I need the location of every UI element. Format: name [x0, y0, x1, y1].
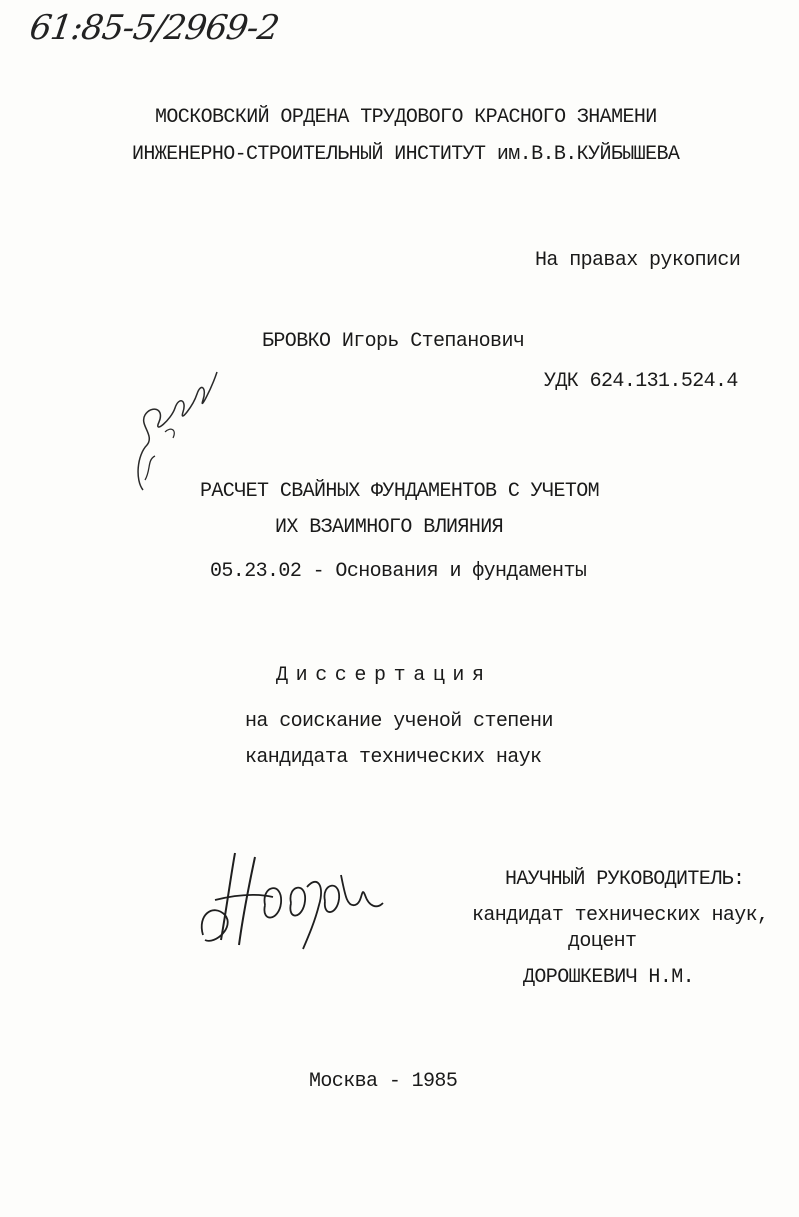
degree-line-1: на соискание ученой степени — [245, 710, 553, 733]
degree-line-2: кандидата технических наук — [245, 746, 542, 769]
author-signature-image — [195, 845, 385, 955]
institute-line-2: ИНЖЕНЕРНО-СТРОИТЕЛЬНЫЙ ИНСТИТУТ им.В.В.КУЙБЫШЕВА — [132, 143, 680, 166]
place-and-year: Москва - 1985 — [309, 1070, 458, 1093]
udk-code: УДК 624.131.524.4 — [544, 370, 738, 393]
supervisor-title: доцент — [568, 930, 637, 953]
dissertation-title-line-1: РАСЧЕТ СВАЙНЫХ ФУНДАМЕНТОВ С УЧЕТОМ — [200, 480, 600, 503]
supervisor-label: НАУЧНЫЙ РУКОВОДИТЕЛЬ: — [505, 868, 745, 891]
dissertation-title-line-2: ИХ ВЗАИМНОГО ВЛИЯНИЯ — [275, 516, 504, 539]
manuscript-rights-note: На правах рукописи — [535, 249, 741, 272]
supervisor-name: ДОРОШКЕВИЧ Н.М. — [523, 966, 695, 989]
supervisor-degree: кандидат технических наук, — [472, 904, 769, 927]
document-type-heading: Диссертация — [276, 664, 492, 687]
margin-signature-image — [125, 360, 225, 500]
author-name: БРОВКО Игорь Степанович — [262, 330, 525, 353]
specialty-code: 05.23.02 - Основания и фундаменты — [210, 560, 587, 583]
institute-line-1: МОСКОВСКИЙ ОРДЕНА ТРУДОВОГО КРАСНОГО ЗНАМЕНИ — [155, 106, 657, 129]
handwritten-catalog-number: 61:85-5/2969-2 — [27, 8, 282, 48]
